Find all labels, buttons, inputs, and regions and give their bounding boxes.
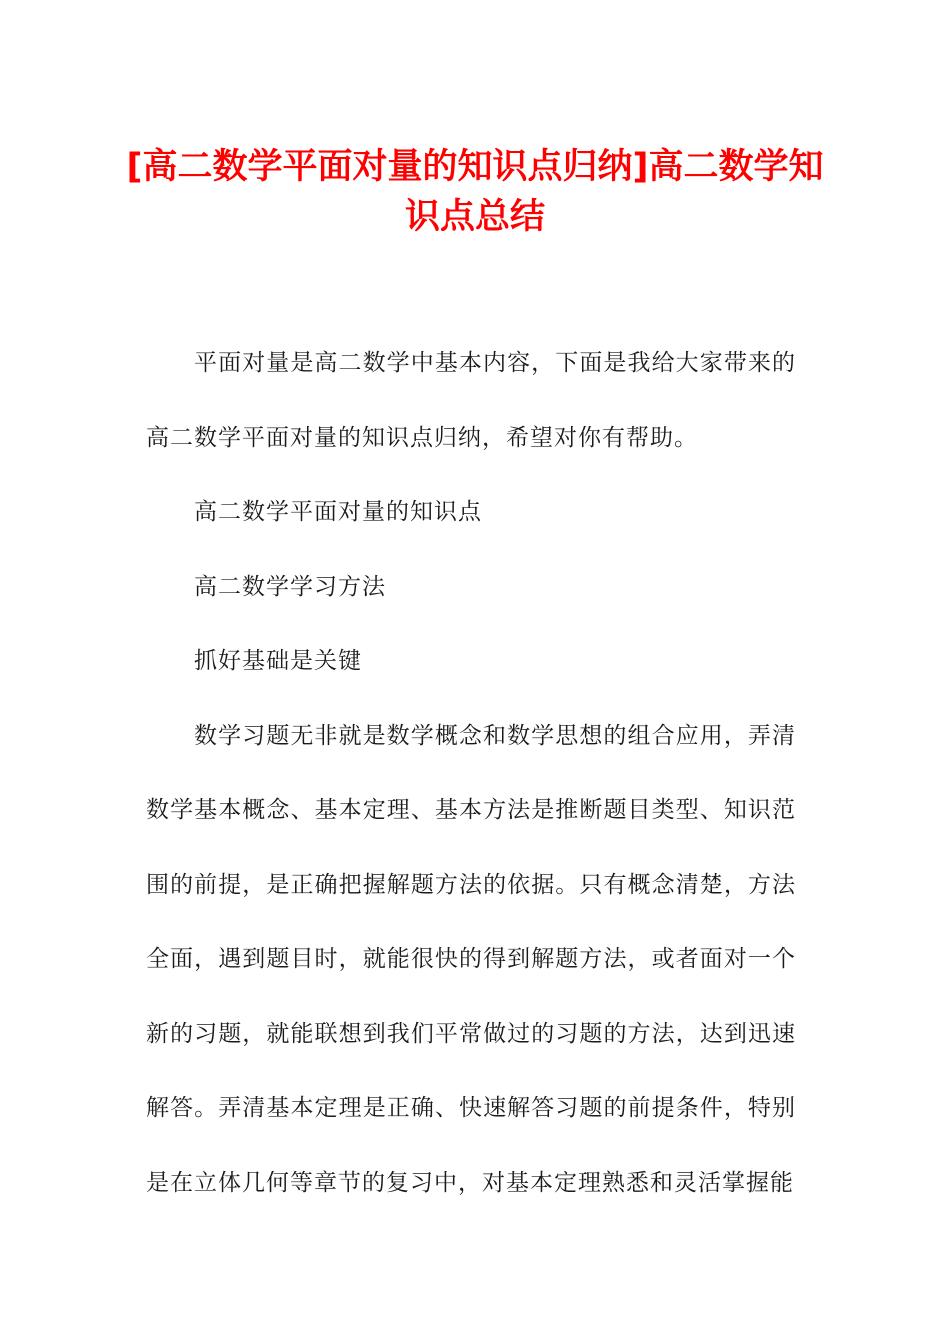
paragraph-basics-detail: 数学习题无非就是数学概念和数学思想的组合应用，弄清数学基本概念、基本定理、基本方法是推断题目类型、知识范围的前提，是正确把握解题方法的依据。只有概念清楚，方法全面，遇到题目时，就能很快的得到解题方法，或者面对一个新的习题，就能联想到我们平常做过的习题的方法，达到迅速解答。弄清基本定理是正确、快速解答习题的前提条件，特别是在立体几何等章节的复习中，对基本定理熟悉和灵活掌握能 xyxy=(146,722,796,1196)
paragraph-intro: 平面对量是高二数学中基本内容，下面是我给大家带来的高二数学平面对量的知识点归纳，希望对你有帮助。 xyxy=(146,350,796,451)
paragraph-heading-knowledge: 高二数学平面对量的知识点 xyxy=(194,499,482,525)
document-body xyxy=(146,326,796,1220)
document-title: [高二数学平面对量的知识点归纳]高二数学知识点总结 xyxy=(126,147,824,237)
paragraph-heading-methods: 高二数学学习方法 xyxy=(194,573,386,600)
paragraph-heading-basics: 抓好基础是关键 xyxy=(194,648,362,674)
